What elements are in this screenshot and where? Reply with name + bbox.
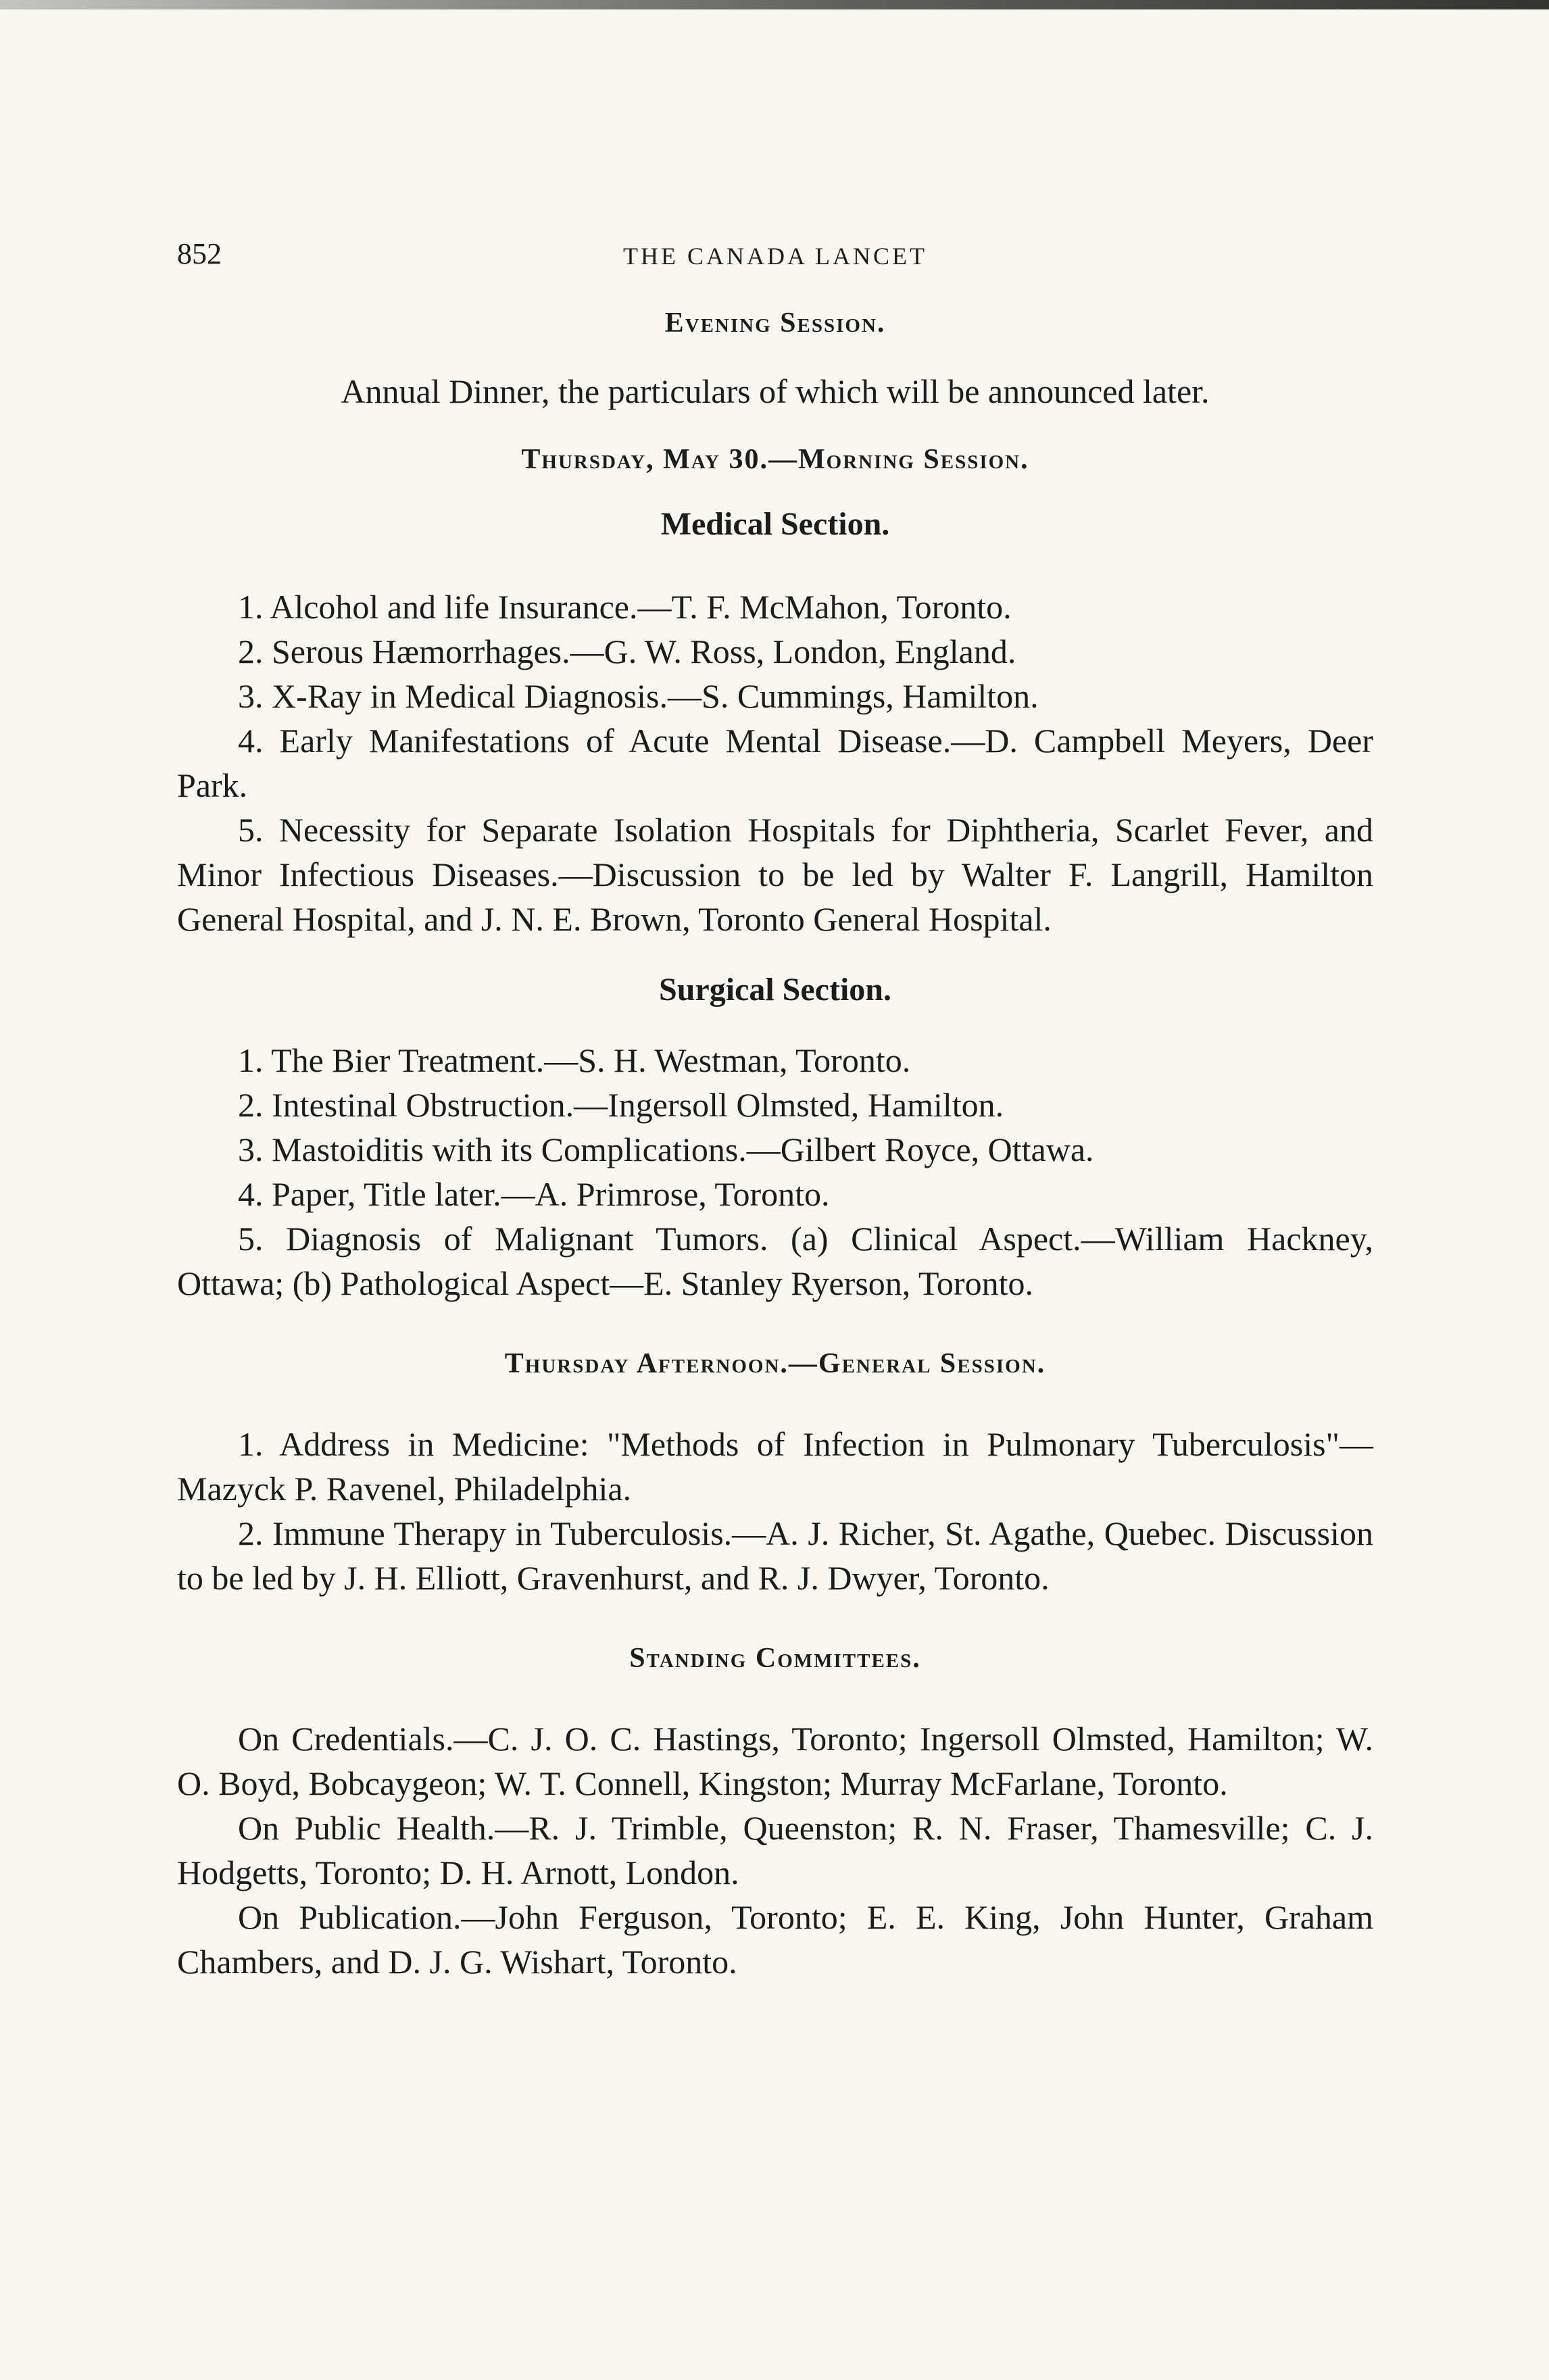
page-number: 852 xyxy=(177,237,222,270)
list-item: On Public Health.—R. J. Trimble, Queenston; R. N. Fraser, Thamesville; C. J. Hodgetts, Toronto; D. H. Arnott, London. xyxy=(177,1809,1373,1891)
standing-committees-list xyxy=(177,1716,1373,1984)
journal-title: THE CANADA LANCET xyxy=(623,243,927,270)
standing-committees-heading: Standing Committees. xyxy=(629,1643,921,1674)
general-session-list xyxy=(177,1422,1373,1600)
general-session-heading: Thursday Afternoon.—General Session. xyxy=(504,1348,1046,1379)
medical-section-list xyxy=(177,585,1373,941)
list-item: On Publication.—John Ferguson, Toronto; E. E. King, John Hunter, Graham Chambers, and D. J. G. Wishart, Toronto. xyxy=(177,1898,1373,1981)
journal-page xyxy=(177,216,1373,1984)
medical-section-heading: Medical Section. xyxy=(660,506,890,542)
list-item: On Credentials.—C. J. O. C. Hastings, Toronto; Ingersoll Olmsted, Hamilton; W. O. Boyd, Bobcaygeon; W. T. Connell, Kingston; Murray McFarlane, Toronto. xyxy=(177,1720,1373,1802)
list-item: 2. Intestinal Obstruction.—Ingersoll Olmsted, Hamilton. xyxy=(238,1086,1004,1124)
evening-session-text: Annual Dinner, the particulars of which will be announced later. xyxy=(341,372,1210,410)
list-item: 3. X-Ray in Medical Diagnosis.—S. Cummings, Hamilton. xyxy=(238,677,1039,715)
surgical-section-heading: Surgical Section. xyxy=(659,972,891,1008)
list-item: 2. Immune Therapy in Tuberculosis.—A. J. Richer, St. Agathe, Quebec. Discussion to be led by J. H. Elliott, Gravenhurst, and R. J. Dwyer, Toronto. xyxy=(177,1514,1373,1597)
running-head xyxy=(177,216,1373,277)
list-item: 4. Paper, Title later.—A. Primrose, Toronto. xyxy=(238,1175,830,1213)
surgical-section-list xyxy=(177,1038,1373,1306)
list-item: 1. Address in Medicine: "Methods of Infection in Pulmonary Tuberculosis"—Mazyck P. Ravenel, Philadelphia. xyxy=(177,1425,1373,1508)
scan-top-edge xyxy=(0,0,1549,9)
list-item: 5. Diagnosis of Malignant Tumors. (a) Clinical Aspect.—William Hackney, Ottawa; (b) Pathological Aspect—E. Stanley Ryerson, Toronto. xyxy=(177,1220,1373,1302)
list-item: 1. Alcohol and life Insurance.—T. F. McMahon, Toronto. xyxy=(238,588,1012,626)
list-item: 2. Serous Hæmorrhages.—G. W. Ross, London, England. xyxy=(238,633,1016,670)
list-item: 1. The Bier Treatment.—S. H. Westman, Toronto. xyxy=(238,1041,911,1079)
list-item: 4. Early Manifestations of Acute Mental Disease.—D. Campbell Meyers, Deer Park. xyxy=(177,722,1373,804)
list-item: 5. Necessity for Separate Isolation Hospitals for Diphtheria, Scarlet Fever, and Minor Infectious Diseases.—Discussion to be led by Walter F. Langrill, Hamilton General Hospital, and J. N. E. Brown, Toronto General Hospital. xyxy=(177,811,1373,938)
evening-session-heading: Evening Session. xyxy=(664,307,886,339)
list-item: 3. Mastoiditis with its Complications.—Gilbert Royce, Ottawa. xyxy=(238,1131,1094,1168)
thursday-morning-heading: Thursday, May 30.—Morning Session. xyxy=(521,444,1029,475)
